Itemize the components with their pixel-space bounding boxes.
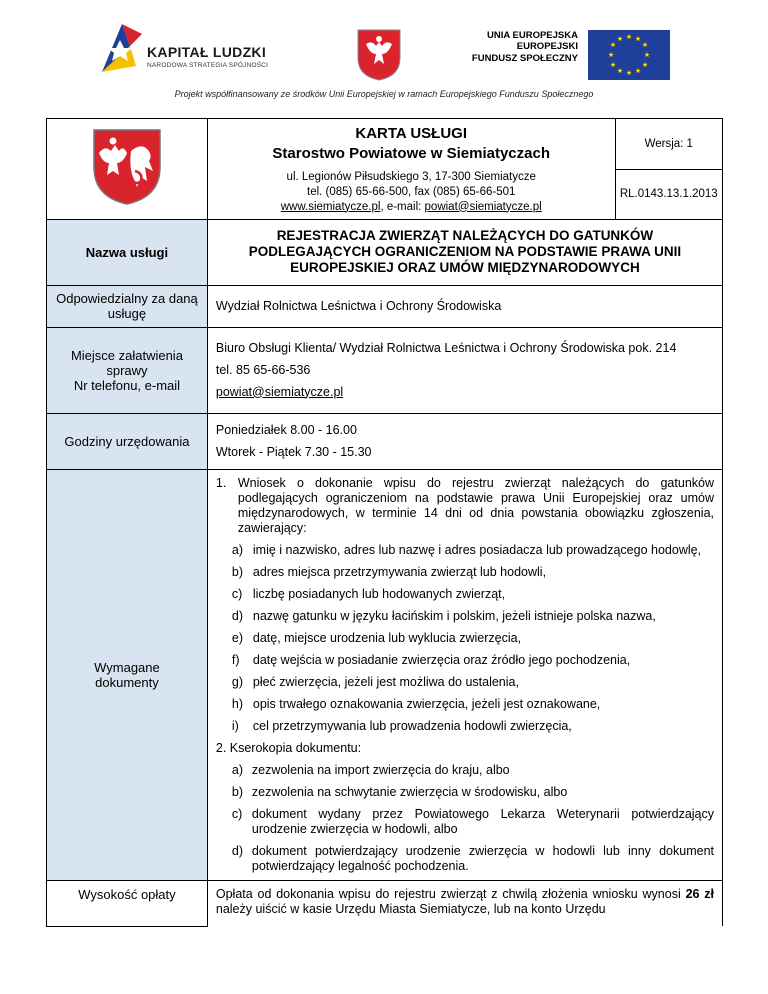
docs-value-cell	[207, 469, 722, 880]
list-item-text: dokument potwierdzający urodzenie zwierzęcia w hodowli lub inny dokument potwierdzający legalność pochodzenia.	[251, 843, 714, 873]
card-title-cell	[207, 119, 615, 170]
svg-text:★: ★	[607, 51, 615, 59]
list-item-marker: e)	[231, 630, 243, 645]
svg-text:★: ★	[643, 51, 651, 59]
svg-text:★: ★	[641, 41, 649, 49]
hours-label: Godziny urzędowania	[64, 433, 190, 449]
eu-line-3: FUNDUSZ SPOŁECZNY	[471, 53, 578, 64]
list-item	[232, 653, 714, 668]
fee-label: Wysokość opłaty	[78, 886, 176, 902]
responsible-label-cell	[47, 285, 208, 327]
list-item-marker: i)	[231, 718, 239, 733]
email-prefix: , e-mail:	[380, 200, 425, 213]
docs-label-cell	[47, 469, 208, 880]
list-item-marker: d)	[231, 843, 243, 858]
card-title: KARTA USŁUGI	[355, 125, 468, 143]
docs-label-1: Wymagane	[94, 659, 160, 675]
list-item	[232, 565, 714, 580]
list-item-marker: h)	[231, 696, 243, 711]
svg-text:★: ★	[625, 69, 633, 77]
doc-item-2-sublist	[216, 763, 714, 874]
place-label-cell	[47, 327, 208, 413]
svg-text:★: ★	[609, 41, 617, 49]
svg-text:★: ★	[616, 35, 624, 43]
fee-label-cell	[47, 880, 208, 926]
list-item	[232, 785, 714, 800]
list-item	[232, 697, 714, 712]
list-item-marker: f)	[231, 652, 240, 667]
hours-value-cell	[207, 413, 722, 469]
header-logos	[0, 0, 768, 90]
svg-text:★: ★	[641, 61, 649, 69]
card-ref: RL.0143.13.1.2013	[619, 188, 718, 201]
list-item-marker: a)	[231, 762, 243, 777]
eu-text	[468, 30, 578, 65]
service-label: Nazwa usługi	[85, 244, 169, 260]
list-item	[232, 844, 714, 874]
list-item	[232, 719, 714, 734]
list-item	[232, 763, 714, 778]
list-item-text: cel przetrzymywania lub prowadzenia hodowli zwierzęcia,	[252, 718, 572, 733]
responsible-label: Odpowiedzialny za daną usługę	[56, 291, 198, 321]
svg-text:★: ★	[634, 35, 642, 43]
list-item	[232, 609, 714, 624]
doc-item-1-text: Wniosek o dokonanie wpisu do rejestru zwierząt należących do gatunków podlegających ograniczeniom na podstawie prawa Unii Europejskiej oraz umów międzynarodowych, w terminie 14 dni od dnia powstania obowiązku zgłoszenia, zawierający:	[237, 475, 714, 535]
card-address: ul. Legionów Piłsudskiego 3, 17-300 Siemiatycze	[286, 170, 536, 183]
list-item-marker: a)	[231, 542, 243, 557]
list-item-text: zezwolenia na import zwierzęcia do kraju, albo	[251, 762, 510, 777]
list-item-text: opis trwałego oznakowania zwierzęcia, jeżeli jest oznakowane,	[252, 696, 601, 711]
kapital-ludzki-logo-icon	[100, 22, 144, 74]
eu-flag-icon	[588, 30, 670, 80]
fee-value-cell	[207, 880, 722, 926]
list-item-marker: g)	[231, 674, 243, 689]
doc-item-1	[216, 476, 714, 536]
voivodeship-coat-of-arms-icon	[356, 28, 402, 82]
list-item	[232, 587, 714, 602]
version-cell	[615, 119, 722, 170]
place-value: Biuro Obsługi Klienta/ Wydział Rolnictwa Leśnictwa i Ochrony Środowiska pok. 214	[215, 340, 677, 355]
website-link[interactable]: www.siemiatycze.pl	[280, 200, 381, 213]
fee-amount: 26 zł	[685, 886, 714, 901]
kapital-ludzki-text	[147, 44, 268, 69]
eu-line-1: UNIA EUROPEJSKA	[487, 30, 578, 41]
list-item-marker: d)	[231, 608, 243, 623]
kapital-ludzki-title: KAPITAŁ LUDZKI	[147, 44, 267, 60]
list-item-text: nazwę gatunku w języku łacińskim i polskim, jeżeli istnieje polska nazwa,	[252, 608, 656, 623]
hours-label-cell	[47, 413, 208, 469]
kapital-ludzki-subtitle: NARODOWA STRATEGIA SPÓJNOŚCI	[147, 62, 269, 69]
list-item-text: płeć zwierzęcia, jeżeli jest możliwa do ustalenia,	[252, 674, 519, 689]
list-item	[232, 543, 714, 558]
doc-item-1-sublist	[216, 543, 714, 734]
list-item-marker: b)	[231, 564, 243, 579]
siemiatycze-coat-of-arms-icon	[91, 127, 163, 207]
list-item-text: dokument wydany przez Powiatowego Lekarza Weterynarii potwierdzający urodzenie zwierzęcia w hodowli, albo	[251, 806, 714, 836]
list-item	[232, 631, 714, 646]
funding-note: Projekt współfinansowany ze środków Unii Europejskiej w ramach Europejskiego Funduszu Społecznego	[174, 89, 594, 99]
card-phone: tel. (085) 65-66-500, fax (085) 65-66-501	[307, 185, 516, 198]
list-item-text: liczbę posiadanych lub hodowanych zwierząt,	[252, 586, 506, 601]
fee-text-pre: Opłata od dokonania wpisu do rejestru zwierząt z chwilą złożenia wniosku wynosi	[215, 886, 681, 901]
doc-item-2-text: 2. Kserokopia dokumentu:	[215, 740, 362, 755]
place-phone: tel. 85 65-66-536	[215, 362, 311, 377]
list-item-text: datę, miejsce urodzenia lub wyklucia zwierzęcia,	[252, 630, 522, 645]
eu-line-2: EUROPEJSKI	[516, 41, 578, 52]
service-label-cell	[47, 219, 208, 285]
place-email-link[interactable]: powiat@siemiatycze.pl	[215, 384, 344, 399]
svg-text:★: ★	[616, 67, 624, 75]
svg-text:★: ★	[634, 67, 642, 75]
service-name-cell	[207, 219, 722, 285]
doc-item-1-number: 1.	[215, 475, 227, 490]
list-item-marker: c)	[231, 806, 243, 821]
list-item-text: imię i nazwisko, adres lub nazwę i adres posiadacza lub prowadzącego hodowlę,	[252, 542, 702, 557]
list-item-marker: b)	[231, 784, 243, 799]
place-label-1: Miejsce załatwienia	[70, 347, 183, 363]
service-name: REJESTRACJA ZWIERZĄT NALEŻĄCYCH DO GATUNKÓW PODLEGAJĄCYCH OGRANICZENIOM NA PODSTAWIE PRAWA UNII EUROPEJSKIEJ ORAZ UMÓW MIĘDZYNARODOWYCH	[248, 228, 682, 275]
email-link[interactable]: powiat@siemiatycze.pl	[424, 200, 542, 213]
coat-of-arms-cell	[47, 119, 208, 220]
fee-text-post: należy uiścić w kasie Urzędu Miasta Siemiatycze, lub na konto Urzędu	[215, 901, 606, 916]
responsible-value-cell	[207, 285, 722, 327]
place-label-3: Nr telefonu, e-mail	[73, 377, 181, 393]
service-card-table	[46, 118, 723, 927]
card-office: Starostwo Powiatowe w Siemiatyczach	[272, 145, 550, 163]
ref-cell	[615, 170, 722, 220]
list-item-text: datę wejścia w posiadanie zwierzęcia oraz źródło jego pochodzenia,	[252, 652, 631, 667]
card-version: Wersja: 1	[644, 138, 693, 150]
place-value-cell	[207, 327, 722, 413]
responsible-value: Wydział Rolnictwa Leśnictwa i Ochrony Środowiska	[215, 298, 502, 313]
hours-line-1: Poniedziałek 8.00 - 16.00	[215, 422, 357, 437]
hours-line-2: Wtorek - Piątek 7.30 - 15.30	[215, 444, 372, 459]
list-item	[232, 807, 714, 837]
list-item-marker: c)	[231, 586, 243, 601]
list-item-text: zezwolenia na schwytanie zwierzęcia w środowisku, albo	[251, 784, 568, 799]
list-item-text: adres miejsca przetrzymywania zwierząt lub hodowli,	[252, 564, 547, 579]
svg-text:★: ★	[609, 61, 617, 69]
place-label-2: sprawy	[106, 362, 148, 378]
list-item	[232, 675, 714, 690]
svg-text:★: ★	[625, 33, 633, 41]
address-cell	[207, 170, 615, 220]
card-contacts	[208, 200, 615, 215]
docs-label-2: dokumenty	[95, 674, 159, 690]
